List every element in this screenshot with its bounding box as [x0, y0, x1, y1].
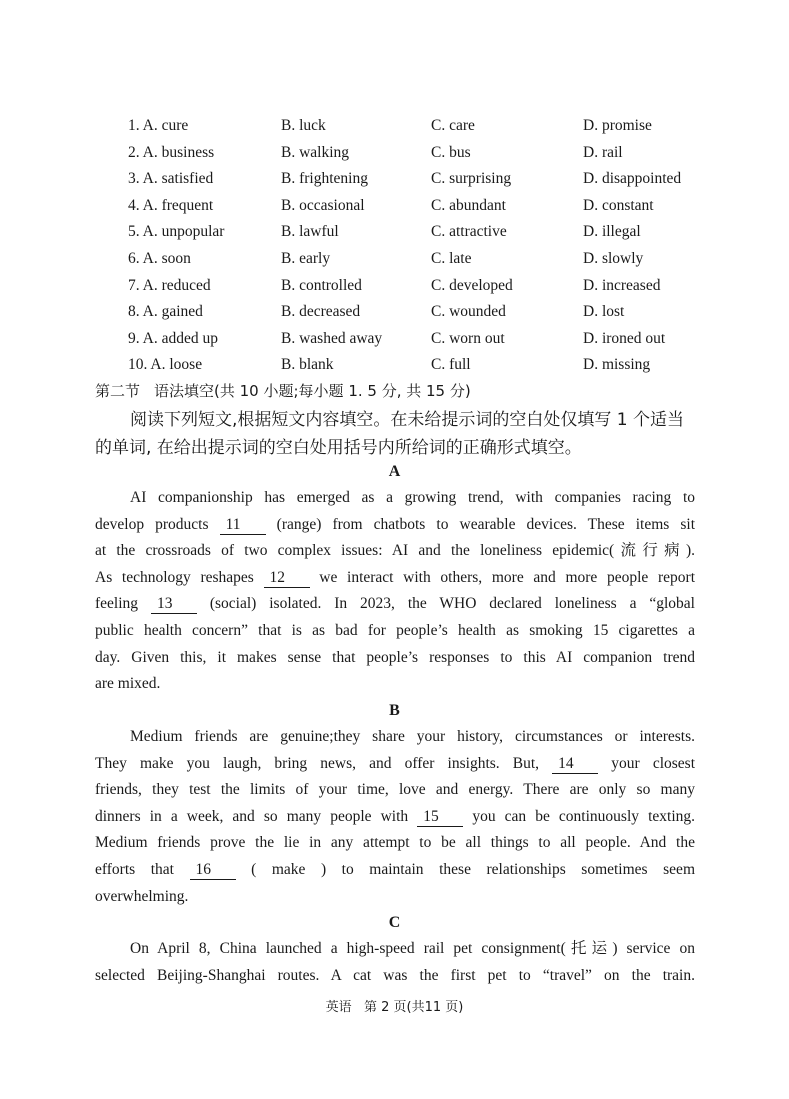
passage-line: Medium friends prove the lie in any attempt to be all things to all people. And the — [95, 834, 695, 852]
option-c: C. full — [431, 356, 471, 374]
option-c: C. wounded — [431, 303, 506, 321]
option-b: B. luck — [281, 117, 326, 134]
option-d: D. disappointed — [583, 170, 682, 188]
section-name: 第二节 — [95, 382, 141, 400]
option-a: 9. A. added up — [128, 329, 218, 347]
passage-a-letter: A — [388, 463, 401, 480]
section-instruction: 阅读下列短文,根据短文内容填空。在未给提示词的空白处仅填写 1 个适当的单词, 在给出提示词的空白处用括号内所给词的正确形式填空。 — [95, 410, 685, 458]
passage-c-letter: C — [388, 914, 401, 931]
option-a: 3. A. satisfied — [128, 170, 214, 188]
answer-options-table — [128, 113, 708, 379]
option-a: 7. A. reduced — [128, 276, 211, 294]
passage-line: are mixed. — [95, 675, 161, 693]
passage-line: develop products 11 (range) from chatbots to wearable devices. These items sit — [95, 515, 696, 533]
option-c: C. late — [431, 249, 472, 267]
option-d: D. lost — [583, 303, 625, 321]
passage-line: day. Given this, it makes sense that people’s responses to this AI companion trend — [95, 648, 695, 666]
option-row — [128, 166, 708, 193]
option-row — [128, 273, 708, 300]
option-b: B. blank — [281, 356, 334, 374]
option-row — [128, 352, 708, 379]
option-c: C. surprising — [431, 170, 512, 188]
option-a: 10. A. loose — [128, 356, 203, 374]
blank-13[interactable]: 13 — [151, 595, 197, 614]
passage-line: On April 8, China launched a high-speed rail pet consignment(托运) service on — [130, 940, 695, 957]
blank-12[interactable]: 12 — [264, 569, 310, 588]
passage-line: friends, they test the limits of your time, love and energy. There are only so many — [95, 781, 695, 799]
option-row — [128, 140, 708, 167]
section-title: 语法填空(共 10 小题;每小题 1. 5 分, 共 15 分) — [154, 382, 471, 400]
passage-line: They make you laugh, bring news, and offer insights. But, 14 your closest — [95, 754, 696, 772]
option-row — [128, 246, 708, 273]
passage-b — [95, 724, 695, 910]
option-a: 2. A. business — [128, 143, 215, 161]
blank-15[interactable]: 15 — [417, 808, 463, 827]
option-b: B. frightening — [281, 170, 368, 188]
option-b: B. lawful — [281, 223, 339, 241]
option-c: C. care — [431, 117, 475, 134]
option-d: D. rail — [583, 143, 623, 161]
option-b: B. washed away — [281, 329, 383, 347]
passage-line: selected Beijing-Shanghai routes. A cat was the first pet to “travel” on the train. — [95, 966, 695, 984]
passage-c — [95, 936, 695, 989]
passage-line: efforts that 16 ( make ) to maintain these relationships sometimes seem — [95, 860, 695, 878]
passage-line: AI companionship has emerged as a growing trend, with companies racing to — [130, 489, 695, 506]
option-row — [128, 219, 708, 246]
option-b: B. early — [281, 249, 331, 267]
passage-b-letter: B — [389, 702, 400, 719]
passage-line: at the crossroads of two complex issues: AI and the loneliness epidemic(流行病). — [95, 542, 695, 560]
blank-11[interactable]: 11 — [220, 516, 266, 535]
option-d: D. constant — [583, 196, 654, 214]
option-d: D. illegal — [583, 223, 641, 241]
option-c: C. developed — [431, 276, 513, 294]
option-row — [128, 299, 708, 326]
option-c: C. worn out — [431, 329, 505, 347]
option-row — [128, 193, 708, 220]
blank-16[interactable]: 16 — [190, 861, 236, 880]
passage-line: public health concern” that is as bad for people’s health as smoking 15 cigarettes a — [95, 621, 695, 639]
passage-a — [95, 485, 695, 698]
passage-line: Medium friends are genuine;they share your history, circumstances or interests. — [130, 728, 695, 745]
option-row — [128, 113, 708, 140]
passage-line: As technology reshapes 12 we interact with others, more and more people report — [95, 568, 696, 586]
passage-line: overwhelming. — [95, 887, 189, 905]
option-b: B. controlled — [281, 276, 362, 294]
blank-14[interactable]: 14 — [552, 755, 598, 774]
option-c: C. bus — [431, 143, 471, 161]
option-a: 1. A. cure — [128, 117, 189, 134]
option-d: D. ironed out — [583, 329, 666, 347]
option-a: 4. A. frequent — [128, 196, 214, 214]
section-heading — [95, 378, 471, 404]
passage-line: feeling 13 (social) isolated. In 2023, the WHO declared loneliness a “global — [95, 595, 695, 613]
page-footer: 英语 第 2 页(共11 页) — [325, 1000, 464, 1015]
option-c: C. abundant — [431, 196, 506, 214]
option-b: B. occasional — [281, 196, 365, 214]
option-d: D. missing — [583, 356, 651, 374]
option-b: B. decreased — [281, 303, 361, 321]
option-row — [128, 326, 708, 353]
option-a: 6. A. soon — [128, 249, 191, 267]
option-b: B. walking — [281, 143, 350, 161]
option-d: D. slowly — [583, 249, 644, 267]
option-a: 8. A. gained — [128, 303, 203, 321]
option-a: 5. A. unpopular — [128, 223, 225, 241]
option-d: D. promise — [583, 117, 652, 134]
passage-line: dinners in a week, and so many people with 15 you can be continuously texting. — [95, 807, 695, 825]
option-c: C. attractive — [431, 223, 507, 241]
option-d: D. increased — [583, 276, 661, 294]
